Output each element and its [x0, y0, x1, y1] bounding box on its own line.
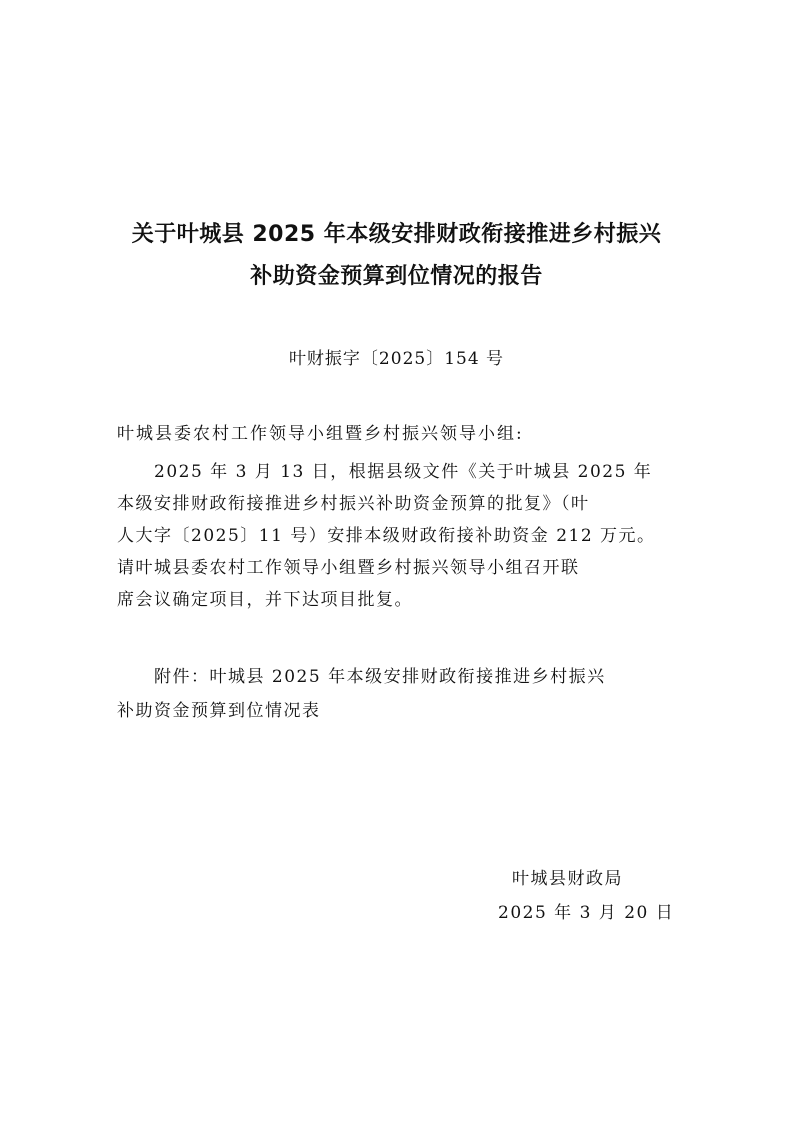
signature-date: 2025 年 3 月 20 日	[498, 903, 675, 923]
signature-org: 叶城县财政局	[512, 869, 623, 889]
body-paragraph	[117, 456, 687, 616]
body-line-4: 请叶城县委农村工作领导小组暨乡村振兴领导小组召开联	[117, 558, 580, 578]
attachment-line-1: 附件：叶城县 2025 年本级安排财政衔接推进乡村振兴	[117, 667, 606, 687]
title-line-1: 关于叶城县 2025 年本级安排财政衔接推进乡村振兴	[131, 222, 662, 247]
body-line-2: 本级安排财政衔接推进乡村振兴补助资金预算的批复》（叶	[117, 494, 590, 514]
document-number: 叶财振字〔2025〕154 号	[288, 349, 505, 369]
title-line-2: 补助资金预算到位情况的报告	[250, 264, 543, 289]
addressee: 叶城县委农村工作领导小组暨乡村振兴领导小组:	[117, 424, 524, 444]
document-title	[0, 214, 793, 298]
signature-block	[460, 862, 680, 930]
attachment-line-2: 补助资金预算到位情况表	[117, 701, 321, 721]
body-line-5: 席会议确定项目，并下达项目批复。	[117, 590, 413, 610]
attachment-note	[117, 660, 687, 728]
body-line-1: 2025 年 3 月 13 日，根据县级文件《关于叶城县 2025 年	[117, 462, 653, 482]
body-line-3: 人大字〔2025〕11 号）安排本级财政衔接补助资金 212 万元。	[117, 526, 656, 546]
